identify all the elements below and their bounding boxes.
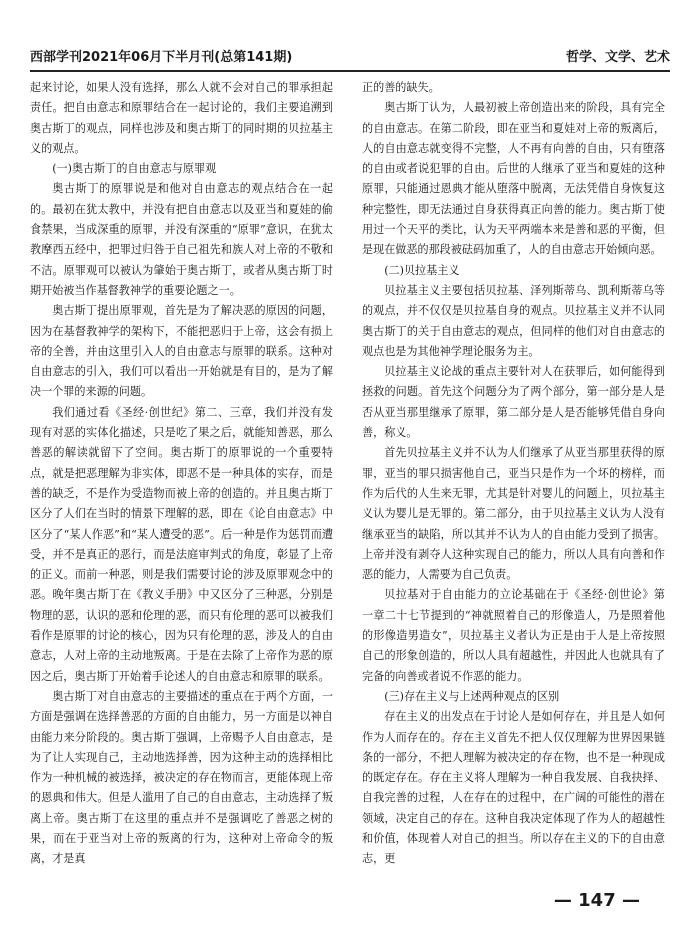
paragraph: 我们通过看《圣经·创世纪》第二、三章，我们并没有发现有对恶的实体化描述，只是吃了果之后，就能知善恶，那么善恶的解读就留下了空间。奥古斯丁的原罪说的一个重要特点，就是把恶理解为非实体，即恶不是一种具体的实存，而是善的缺乏，不是作为受造物而被上帝的创造的。并且奥古斯丁区分了人们在当时的情景下理解的恶，即在《论自由意志》中区分了“某人作恶”和“某人遭受的恶”。后一种是作为惩罚而遭受，并不是真正的恶行，而是法庭审判式的角度，彰显了上帝的正义。而前一种恶，则是我们需要讨论的涉及原罪观念中的恶。晚年奥古斯丁在《教义手册》中又区分了三种恶，分别是物理的恶，认识的恶和伦理的恶，而只有伦理的恶可以被我们看作是原罪的讨论的核心，因为只有伦理的恶，涉及人的自由意志，人对上帝的主动地叛离。于是在去除了上帝作为恶的原因之后，奥古斯丁开始着手论述人的自由意志和原罪的联系。 xyxy=(30,405,333,683)
paragraph: 奥古斯丁的原罪说是和他对自由意志的观点结合在一起的。最初在犹太教中，并没有把自由意志以及亚当和夏娃的偷食禁果，当成深重的原罪，并没有深重的“原罪”意识，在犹太教摩西五经中，把罪过归咎于自己祖先和族人对上帝的不敬和不洁。原罪观可以被认为肇始于奥古斯丁，或者从奥古斯丁时期开始被当作基督教神学的重要论题之一。 xyxy=(30,182,333,297)
section-title: 哲学、文学、艺术 xyxy=(565,50,670,65)
page-header xyxy=(30,44,670,72)
paragraph: 首先贝拉基主义并不认为人们继承了从亚当那里获得的原罪，亚当的罪只损害他自己，亚当只是作为一个坏的榜样，而作为后代的人生来无罪，尤其是针对婴儿的问题上，贝拉基主义认为婴儿是无罪的。第二部分，由于贝拉基主义认为人没有继承亚当的缺陷，所以其并不认为人的自由能力受到了损害。上帝并没有剥夺人这种实现自己的能力，所以人具有向善和作恶的能力，人需要为自己负责。 xyxy=(362,446,665,582)
page-number: — 147 — xyxy=(553,890,640,911)
right-column xyxy=(362,78,665,870)
section-heading: (一)奥古斯丁的自由意志与原罪观 xyxy=(52,162,217,176)
paragraph: 正的善的缺失。 xyxy=(362,81,440,94)
paragraph: 起来讨论，如果人没有选择，那么人就不会对自己的罪承担起责任。把自由意志和原罪结合在一起讨论的，我们主要追溯到奥古斯丁的观点，同样也涉及和奥古斯丁的同时期的贝拉基主义的观点。 xyxy=(30,81,333,155)
paragraph: 贝拉基主义论战的重点主要针对人在获罪后，如何能得到拯救的问题。首先这个问题分为了两个部分，第一部分是人是否从亚当那里继承了原罪，第二部分是人是否能够凭借自身向善，称义。 xyxy=(362,365,665,440)
paragraph: 贝拉基主义主要包括贝拉基、泽列斯蒂乌、凯利斯蒂乌等的观点，并不仅仅是贝拉基自身的观点。贝拉基主义并不认同奥古斯丁的关于自由意志的观点，但同样的他们对自由意志的观点也是为其他神学理论服务为主。 xyxy=(362,283,665,358)
left-column xyxy=(30,78,333,870)
paragraph: 存在主义的出发点在于讨论人是如何存在，并且是人如何作为人而存在的。存在主义首先不把人仅仅理解为世界因果链条的一部分，不把人理解为被决定的存在物，也不是一种现成的既定存在。存在主义将人理解为一种自我发展、自我抉择、自我完善的过程，人在存在的过程中，在广阔的可能性的潜在领域，决定自己的存在。这种自我决定体现了作为人的超越性和价值，体现着人对自己的担当。所以存在主义的下的自由意志，更 xyxy=(362,710,665,866)
paragraph: 贝拉基对于自由能力的立论基础在于《圣经·创世论》第一章二十七节提到的“神就照着自己的形像造人，乃是照着他的形像造男造女”，贝拉基主义者认为正是由于人是上帝按照自己的形象创造的，所以人具有超越性，并因此人也就具有了完备的向善或者说不作恶的能力。 xyxy=(362,588,665,683)
paragraph: 奥古斯丁提出原罪观，首先是为了解决恶的原因的问题，因为在基督教神学的架构下，不能把恶归于上帝，这会有损上帝的全善，并由这里引入人的自由意志与原罪的联系。这种对自由意志的引入，我们可以看出一开始就是有目的，是为了解决一个罪的来源的问题。 xyxy=(30,304,333,399)
paragraph: 奥古斯丁认为，人最初被上帝创造出来的阶段，具有完全的自由意志。在第二阶段，即在亚当和夏娃对上帝的叛离后，人的自由意志就变得不完整，人不再有向善的自由，只有堕落的自由或者说犯罪的自由。后世的人继承了亚当和夏娃的这种原罪，只能通过恩典才能从堕落中脱离，无法凭借自身恢复这种完整性，即无法通过自身获得真正向善的能力。奥古斯丁使用过一个天平的类比，认为天平两端本来是善和恶的平衡，但是现在做恶的那段被砝码加重了，人的自由意志开始倾向恶。 xyxy=(362,101,665,257)
section-heading: (二)贝拉基主义 xyxy=(384,263,460,277)
paragraph: 奥古斯丁对自由意志的主要描述的重点在于两个方面，一方面是强调在选择善恶的方面的自由能力，另一方面是以神自由能力来分阶段的。奥古斯丁强调，上帝赐予人自由意志，是为了让人实现自己，主动地选择善，因为这种主动的选择相比作为一种机械的被选择，被决定的存在物而言，更能体现上帝的恩典和伟大。但是人滥用了自己的自由意志，主动选择了叛离上帝。奥古斯丁在这里的重点并不是强调吃了善恶之树的果，而在于亚当对上帝的叛离的行为，这种对上帝命令的叛离，才是真 xyxy=(30,689,333,866)
section-heading: (三)存在主义与上述两种观点的区别 xyxy=(384,689,560,703)
journal-title: 西部学刊2021年06月下半月刊(总第141期) xyxy=(30,50,293,65)
